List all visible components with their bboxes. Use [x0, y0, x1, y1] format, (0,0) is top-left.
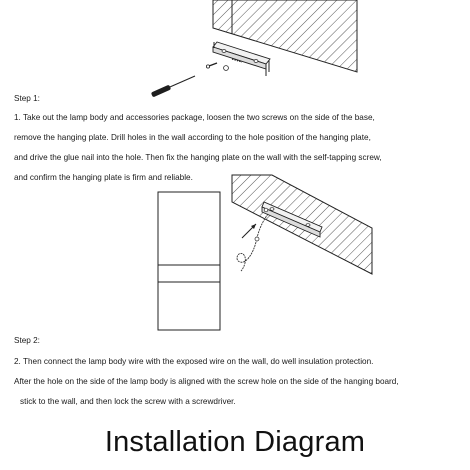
step2-line-1: 2. Then connect the lamp body wire with the exposed wire on the wall, do well insulation protection.: [14, 357, 374, 366]
step1-description: [14, 108, 382, 188]
step2-description: [14, 352, 399, 412]
step2-line-3: stick to the wall, and then lock the screw with a screwdriver.: [20, 397, 236, 406]
step2-figure: [158, 175, 372, 330]
diagram-title: Installation Diagram: [104, 426, 366, 458]
screw-1: [206, 63, 217, 68]
screwdriver-icon: [151, 76, 195, 97]
step1-line-1: 1. Take out the lamp body and accessories package, loosen the two screws on the side of the base,: [14, 113, 375, 122]
step1-line-2: remove the hanging plate. Drill holes in the wall according to the hole position of the hanging plate,: [14, 133, 371, 142]
step1-line-3: and drive the glue nail into the hole. Then fix the hanging plate on the wall with the self-tapping screw,: [14, 153, 382, 162]
step1-line-4: and confirm the hanging plate is firm and reliable.: [14, 173, 193, 182]
step2-line-2: After the hole on the side of the lamp body is aligned with the screw hole on the side of the hanging board,: [14, 377, 399, 386]
wall-section-1: [213, 0, 357, 72]
step2-heading: Step 2:: [14, 336, 40, 345]
hanging-plate-1: [213, 42, 270, 76]
step1-heading: Step 1:: [14, 94, 40, 103]
screwdriver-2: [242, 224, 256, 238]
wall-wire: [237, 214, 268, 271]
step1-figure: [151, 0, 357, 97]
lamp-body: [158, 192, 220, 330]
washer-1: [224, 66, 229, 71]
